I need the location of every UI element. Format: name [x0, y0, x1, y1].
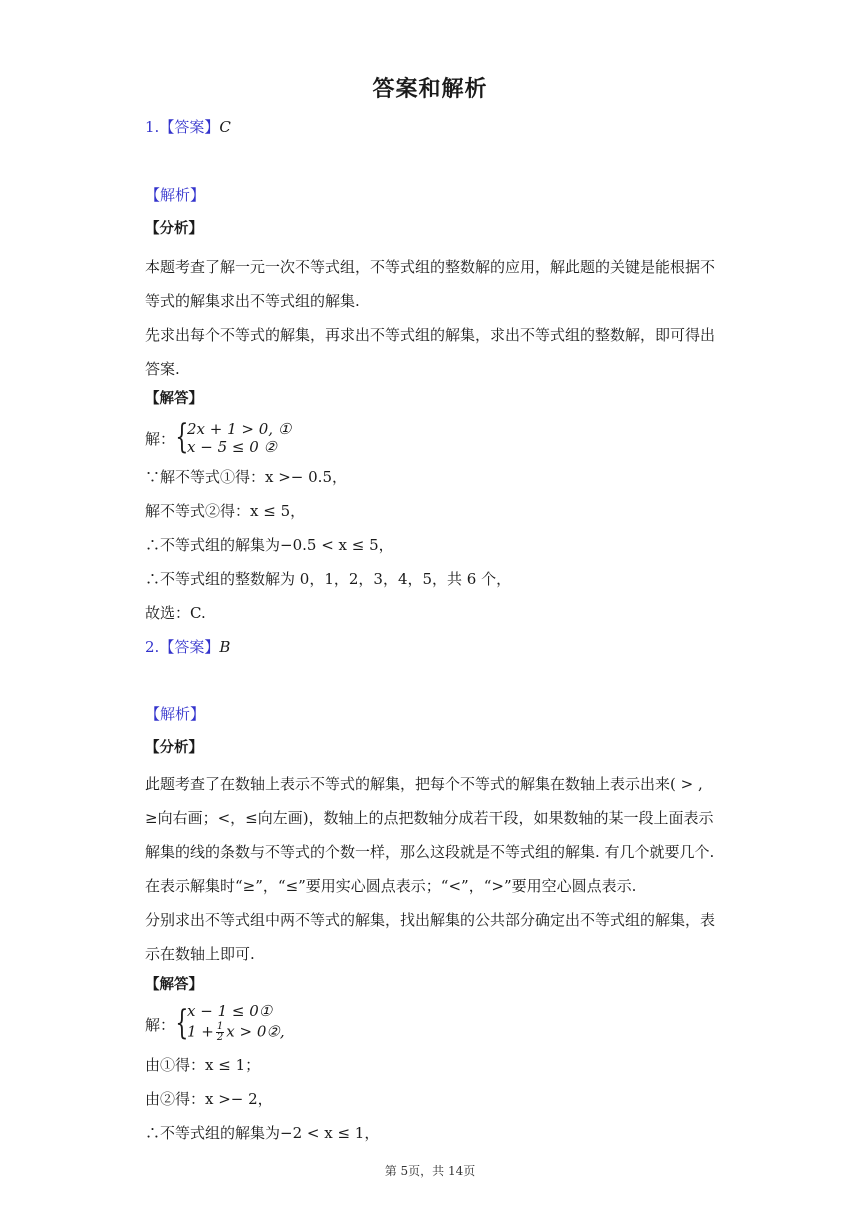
- q2-inequality-system: [145, 1000, 445, 1046]
- q1-jiexi: 【解析】: [145, 186, 206, 204]
- page-title: 答案和解析: [372, 77, 488, 102]
- q1-answer-line: [145, 116, 717, 138]
- q2-answer-tag: 【答案】: [159, 638, 220, 656]
- q2-analysis-p2: 分别求出不等式组中两不等式的解集，找出解集的公共部分确定出不等式组的解集，表示在数轴上即可.: [145, 911, 716, 963]
- q2-brace: {: [175, 1003, 189, 1043]
- q1-step-2: 解不等式②得：x ≤ 5，: [145, 502, 306, 520]
- page-footer: 第 5页，共 14页: [384, 1164, 476, 1178]
- q2-step-1: 由①得：x ≤ 1；: [145, 1056, 261, 1074]
- q1-number: 1.: [145, 118, 160, 136]
- q2-row2-right: x > 0②,: [226, 1022, 285, 1041]
- q1-system-row-2: x − 5 ≤ 0 ②: [187, 438, 277, 456]
- q2-system-row-1: x − 1 ≤ 0①: [187, 1002, 273, 1020]
- q1-inequality-system: [145, 418, 445, 458]
- q1-answer: C: [219, 118, 231, 136]
- q1-analysis-p2: 先求出每个不等式的解集，再求出不等式组的解集，求出不等式组的整数解，即可得出答案.: [145, 326, 716, 378]
- q1-system-row-1: 2x + 1 > 0, ①: [187, 420, 292, 438]
- q2-analysis-p1: 此题考查了在数轴上表示不等式的解集，把每个不等式的解集在数轴上表示出来( > , ≥向右画；<，≤向左画)，数轴上的点把数轴分成若干段，如果数轴的某一段上面表示解集的线的条数与不等式的个数一样，那么这段就是不等式组的解集. 有几个就要几个. 在表示解集时“≥”，“≤”要用实心圆点表示；“<”，“>”要用空心圆点表示.: [145, 775, 715, 895]
- q2-system-row-2: [187, 1022, 285, 1043]
- q1-fenxi: 【分析】: [145, 221, 203, 237]
- fraction-denominator: 2: [216, 1032, 224, 1043]
- q1-jieda: 【解答】: [145, 391, 203, 407]
- fraction-numerator: 1: [216, 1021, 224, 1032]
- q1-brace: {: [175, 417, 189, 457]
- q2-step-2: 由②得：x >− 2，: [145, 1090, 273, 1108]
- q2-answer-line: [145, 636, 717, 658]
- q2-jie-label: 解：: [145, 1016, 176, 1034]
- q2-number: 2.: [145, 638, 160, 656]
- q1-step-5: 故选：C.: [145, 604, 206, 622]
- q1-step-3: ∴不等式组的解集为−0.5 < x ≤ 5，: [145, 536, 394, 554]
- q2-step-3: ∴不等式组的解集为−2 < x ≤ 1，: [145, 1124, 380, 1142]
- q2-fenxi: 【分析】: [145, 740, 203, 756]
- q2-fraction-one-half: [216, 1022, 224, 1043]
- q1-jie-label: 解：: [145, 430, 176, 448]
- q1-step-1: ∵解不等式①得：x >− 0.5，: [145, 468, 347, 486]
- q2-jieda: 【解答】: [145, 977, 203, 993]
- q2-answer: B: [219, 638, 231, 656]
- q2-jiexi: 【解析】: [145, 705, 206, 723]
- q1-answer-tag: 【答案】: [159, 118, 220, 136]
- q1-step-4: ∴不等式组的整数解为 0，1，2，3，4，5，共 6 个，: [145, 570, 512, 588]
- q1-analysis-p1: 本题考查了解一元一次不等式组，不等式组的整数解的应用，解此题的关键是能根据不等式的解集求出不等式组的解集.: [145, 258, 716, 310]
- q2-row2-left: 1 +: [187, 1022, 214, 1041]
